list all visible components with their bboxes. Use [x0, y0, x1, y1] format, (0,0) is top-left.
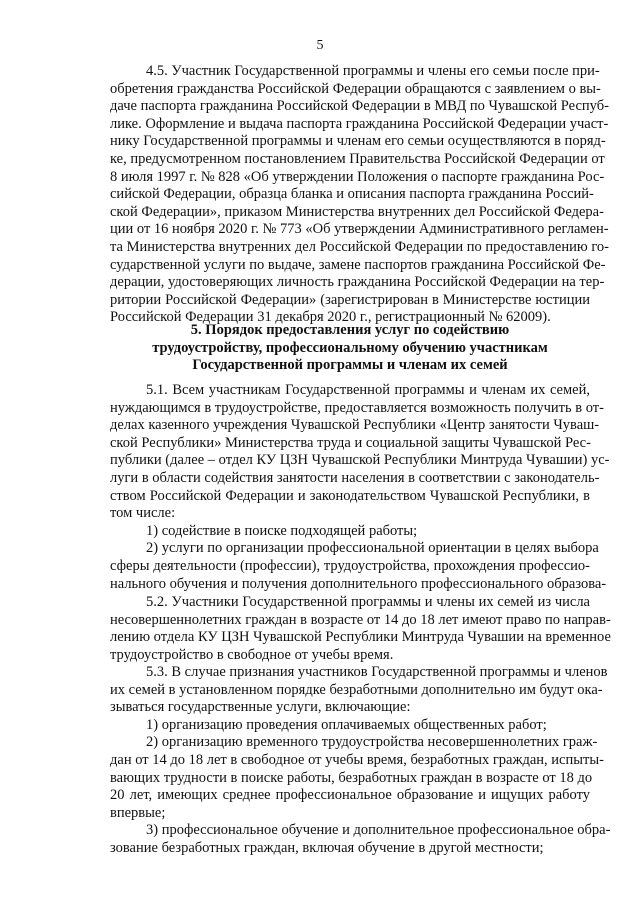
- text-line: нального обучения и получения дополнительного профессионального образова-: [110, 575, 607, 592]
- text-line: нуждающимся в трудоустройстве, предоставляется возможность получить в от-: [110, 399, 604, 416]
- heading-line: 5. Порядок предоставления услуг по содействию: [190, 322, 510, 338]
- list-item-professional-training: 3) профессиональное обучение и дополнительное профессиональное обра-: [146, 822, 611, 839]
- text-line: луги в области содействия занятости населения в соответствии с законодатель-: [110, 469, 600, 486]
- text-line: ритории Российской Федерации» (зарегистрирован в Министерстве юстиции: [110, 291, 590, 308]
- text-line: вающих трудности в поиске работы, безработных граждан в возрасте от 18 до: [110, 769, 593, 786]
- text-line: том числе:: [110, 505, 176, 522]
- text-line: впервые;: [110, 804, 166, 821]
- text-line: 20 лет, имеющих среднее профессиональное образование и ищущих работу: [110, 787, 590, 804]
- text-line: несовершеннолетних граждан в возрасте от 14 до 18 лет имеют право по направ-: [110, 611, 611, 628]
- text-line: Российской Федерации 31 декабря 2020 г., регистрационный № 62009).: [110, 309, 551, 326]
- text-line: делах казенного учреждения Чувашской Республики «Центр занятости Чуваш-: [110, 417, 600, 434]
- text-line: зование безработных граждан, включая обучение в другой местности;: [110, 839, 544, 856]
- text-line: дан от 14 до 18 лет в свободное от учебы время, безработных граждан, испыты-: [110, 751, 604, 768]
- paragraph-5-2: [110, 594, 611, 664]
- text-line: сферы деятельности (профессии), трудоустройства, прохождения профессио-: [110, 557, 590, 574]
- heading-line: Государственной программы и членам их семей: [192, 357, 508, 374]
- text-line: дерации, удостоверяющих личность гражданина Российской Федерации на тер-: [110, 274, 605, 291]
- text-line: та Министерства внутренних дел Российской Федерации по предоставлению го-: [110, 238, 609, 255]
- list-item-temporary-employment: 2) организацию временного трудоустройства несовершеннолетних граж-: [146, 734, 598, 751]
- text-line: 5.1. Всем участникам Государственной программы и членам их семей,: [146, 382, 590, 398]
- text-line: лению отдела КУ ЦЗН Чувашской Республики Минтруда Чувашии на временное: [110, 629, 611, 646]
- paragraph-5-1: [110, 382, 610, 593]
- paragraph-4-5: [110, 63, 609, 327]
- text-line: сударственной услуги по выдаче, замене паспортов гражданина Российской Фе-: [110, 256, 606, 273]
- paragraph-5-3: [110, 664, 611, 858]
- text-line: 5.2. Участники Государственной программы и члены их семей из числа: [146, 594, 590, 610]
- text-line: ской Республики» Министерства труда и социальной защиты Чувашской Рес-: [110, 434, 591, 451]
- text-line: зываться государственные услуги, включающие:: [110, 699, 411, 716]
- list-item-search-work: 1) содействие в поиске подходящей работы;: [146, 522, 418, 539]
- text-line: публики (далее – отдел КУ ЦЗН Чувашской Республики Минтруда Чувашии) ус-: [110, 452, 610, 469]
- text-line: нику Государственной программы и членам его семьи осуществляются в поряд-: [110, 133, 606, 150]
- text-line: 4.5. Участник Государственной программы и члены его семьи после при-: [146, 63, 600, 79]
- page-number: 5: [316, 38, 324, 53]
- text-line: их семей в установленном порядке безработными дополнительно им будут ока-: [110, 681, 603, 698]
- text-line: даче паспорта гражданина Российской Федерации в МВД по Чувашской Респуб-: [110, 98, 609, 115]
- text-line: сийской Федерации, образца бланка и описания паспорта гражданина Россий-: [110, 186, 594, 203]
- text-line: лике. Оформление и выдача паспорта гражданина Российской Федерации участ-: [110, 115, 609, 132]
- section-5-heading: [110, 322, 590, 375]
- list-item-public-works: 1) организацию проведения оплачиваемых общественных работ;: [146, 716, 547, 733]
- text-line: трудоустройство в свободное от учебы время.: [110, 646, 394, 663]
- list-item-career-guidance: 2) услуги по организации профессиональной ориентации в целях выбора: [146, 540, 599, 557]
- text-line: ке, предусмотренном постановлением Правительства Российской Федерации от: [110, 150, 605, 167]
- text-line: ской Федерации», приказом Министерства внутренних дел Российской Федера-: [110, 203, 604, 220]
- text-line: ством Российской Федерации и законодательством Чувашской Республики, в: [110, 487, 590, 504]
- heading-line: трудоустройству, профессиональному обучению участникам: [152, 339, 548, 356]
- text-line: обретения гражданства Российской Федерации обращаются с заявлением о вы-: [110, 80, 601, 97]
- text-line: 8 июля 1997 г. № 828 «Об утверждении Положения о паспорте гражданина Рос-: [110, 168, 605, 185]
- text-line: ции от 16 ноября 2020 г. № 773 «Об утверждении Административного регламен-: [110, 221, 609, 238]
- text-line: 5.3. В случае признания участников Государственной программы и членов: [146, 664, 608, 680]
